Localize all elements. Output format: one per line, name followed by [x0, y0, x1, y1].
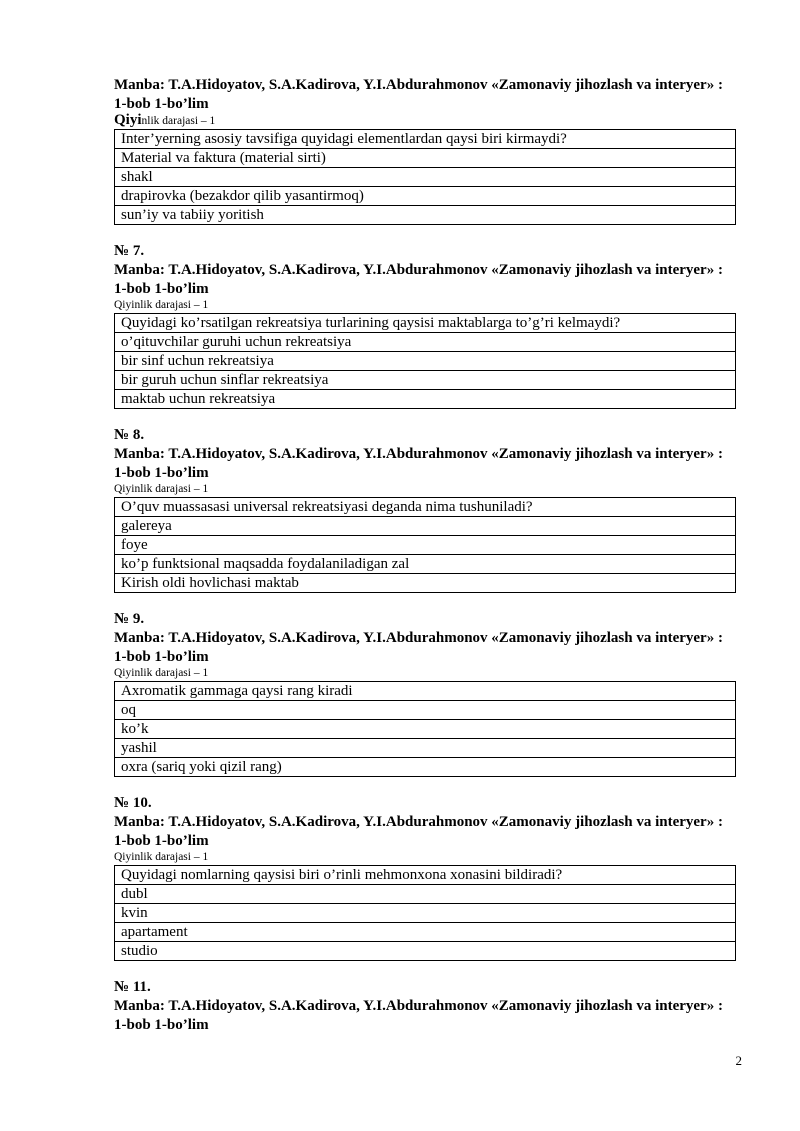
- answer-option: sun’iy va tabiiy yoritish: [115, 206, 736, 225]
- answer-row: [115, 149, 736, 168]
- answer-row: [115, 701, 736, 720]
- source-reference: Manba: T.A.Hidoyatov, S.A.Kadirova, Y.I.Abdurahmonov «Zamonaviy jihozlash va interyer» : 1-bob 1-bo’lim: [114, 814, 723, 849]
- answer-option: dubl: [115, 885, 736, 904]
- difficulty-level: Qiyinlik darajasi – 1: [114, 851, 209, 863]
- answer-option: maktab uchun rekreatsiya: [115, 390, 736, 409]
- source-reference: Manba: T.A.Hidoyatov, S.A.Kadirova, Y.I.Abdurahmonov «Zamonaviy jihozlash va interyer» : 1-bob 1-bo’lim: [114, 262, 723, 297]
- answer-row: [115, 206, 736, 225]
- answer-row: [115, 536, 736, 555]
- question-block: [114, 610, 736, 777]
- answer-row: [115, 555, 736, 574]
- answer-option: kvin: [115, 904, 736, 923]
- question-table: [114, 681, 736, 777]
- question-row: [115, 130, 736, 149]
- source-reference: Manba: T.A.Hidoyatov, S.A.Kadirova, Y.I.Abdurahmonov «Zamonaviy jihozlash va interyer» : 1-bob 1-bo’lim: [114, 998, 723, 1033]
- question-text: Axromatik gammaga qaysi rang kiradi: [115, 682, 736, 701]
- source-reference: Manba: T.A.Hidoyatov, S.A.Kadirova, Y.I.Abdurahmonov «Zamonaviy jihozlash va interyer» : 1-bob 1-bo’lim: [114, 77, 723, 112]
- answer-option: bir guruh uchun sinflar rekreatsiya: [115, 371, 736, 390]
- question-number: № 10.: [114, 795, 152, 811]
- answer-option: studio: [115, 942, 736, 961]
- answer-option: shakl: [115, 168, 736, 187]
- answer-row: [115, 517, 736, 536]
- question-number: № 9.: [114, 611, 145, 627]
- answer-option: galereya: [115, 517, 736, 536]
- answer-option: foye: [115, 536, 736, 555]
- question-table: [114, 865, 736, 961]
- question-block: [114, 794, 736, 961]
- question-block: [114, 242, 736, 409]
- question-block: [114, 978, 736, 1035]
- source-reference: Manba: T.A.Hidoyatov, S.A.Kadirova, Y.I.Abdurahmonov «Zamonaviy jihozlash va interyer» : 1-bob 1-bo’lim: [114, 630, 723, 665]
- answer-option: yashil: [115, 739, 736, 758]
- source-reference: Manba: T.A.Hidoyatov, S.A.Kadirova, Y.I.Abdurahmonov «Zamonaviy jihozlash va interyer» : 1-bob 1-bo’lim: [114, 446, 723, 481]
- answer-option: apartament: [115, 923, 736, 942]
- answer-row: [115, 371, 736, 390]
- difficulty-level-bold: Qiyi: [114, 112, 142, 128]
- answer-row: [115, 758, 736, 777]
- difficulty-level-text: nlik darajasi – 1: [141, 115, 216, 127]
- difficulty-level: Qiyinlik darajasi – 1: [114, 483, 209, 495]
- question-number: № 11.: [114, 979, 151, 995]
- question-text: Inter’yerning asosiy tavsifiga quyidagi elementlardan qaysi biri kirmaydi?: [115, 130, 736, 149]
- answer-option: drapirovka (bezakdor qilib yasantirmoq): [115, 187, 736, 206]
- question-row: [115, 682, 736, 701]
- answer-row: [115, 739, 736, 758]
- difficulty-level: Qiyinlik darajasi – 1: [114, 299, 209, 311]
- answer-row: [115, 352, 736, 371]
- question-row: [115, 866, 736, 885]
- answer-row: [115, 885, 736, 904]
- question-block: [114, 426, 736, 593]
- document-page: [114, 76, 736, 1052]
- answer-option: o’qituvchilar guruhi uchun rekreatsiya: [115, 333, 736, 352]
- answer-option: oq: [115, 701, 736, 720]
- answer-row: [115, 923, 736, 942]
- answer-row: [115, 942, 736, 961]
- answer-option: oxra (sariq yoki qizil rang): [115, 758, 736, 777]
- difficulty-level: [114, 114, 736, 128]
- answer-row: [115, 390, 736, 409]
- page-number: 2: [735, 1053, 742, 1068]
- question-block: [114, 76, 736, 225]
- question-number: № 8.: [114, 427, 145, 443]
- question-row: [115, 498, 736, 517]
- question-table: [114, 129, 736, 225]
- answer-option: bir sinf uchun rekreatsiya: [115, 352, 736, 371]
- question-row: [115, 314, 736, 333]
- answer-option: Kirish oldi hovlichasi maktab: [115, 574, 736, 593]
- question-table: [114, 313, 736, 409]
- answer-row: [115, 168, 736, 187]
- difficulty-level: Qiyinlik darajasi – 1: [114, 667, 209, 679]
- answer-row: [115, 720, 736, 739]
- question-text: O’quv muassasasi universal rekreatsiyasi deganda nima tushuniladi?: [115, 498, 736, 517]
- question-table: [114, 497, 736, 593]
- answer-option: ko’k: [115, 720, 736, 739]
- answer-row: [115, 574, 736, 593]
- answer-row: [115, 187, 736, 206]
- answer-row: [115, 904, 736, 923]
- answer-option: Material va faktura (material sirti): [115, 149, 736, 168]
- answer-row: [115, 333, 736, 352]
- answer-option: ko’p funktsional maqsadda foydalaniladigan zal: [115, 555, 736, 574]
- question-text: Quyidagi ko’rsatilgan rekreatsiya turlarining qaysisi maktablarga to’g’ri kelmaydi?: [115, 314, 736, 333]
- question-text: Quyidagi nomlarning qaysisi biri o’rinli mehmonxona xonasini bildiradi?: [115, 866, 736, 885]
- question-number: № 7.: [114, 243, 145, 259]
